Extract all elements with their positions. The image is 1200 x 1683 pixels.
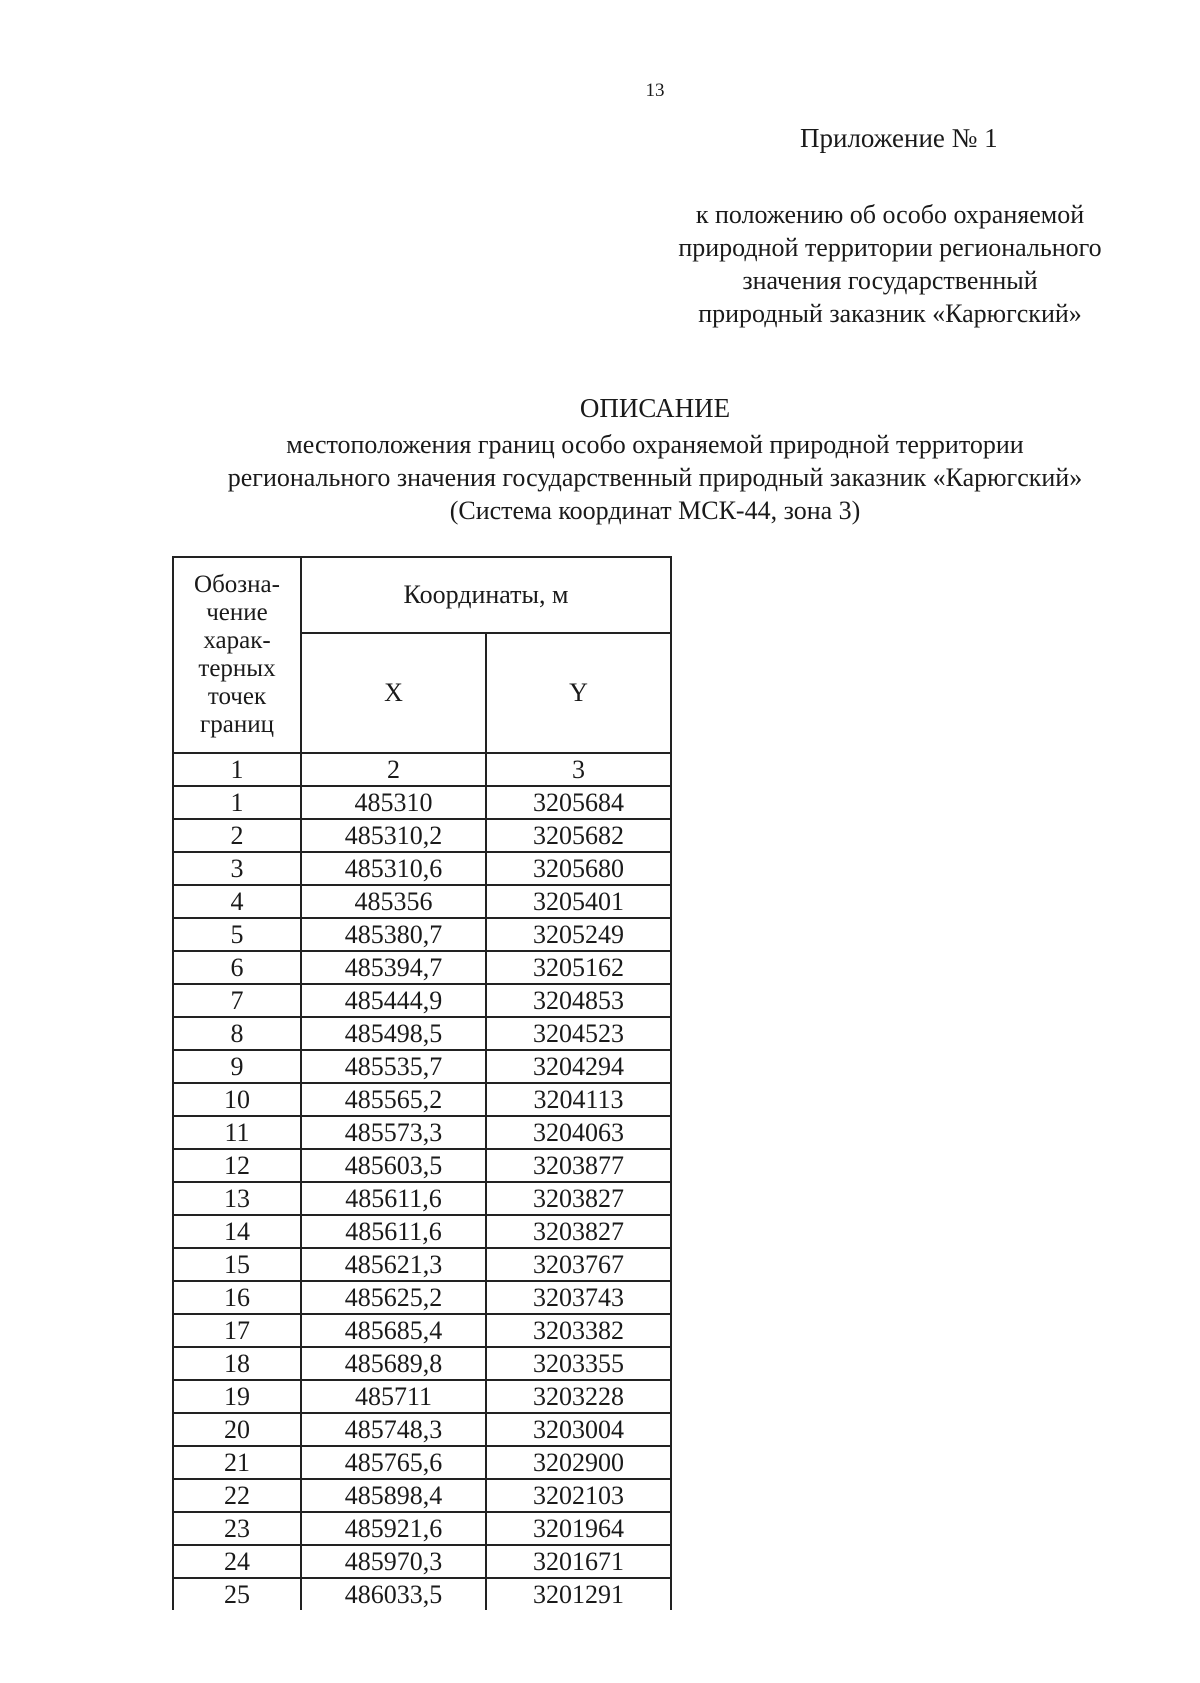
table-row <box>173 885 671 918</box>
y-coordinate-cell: 3204113 <box>486 1083 671 1116</box>
table-row <box>173 1017 671 1050</box>
document-subheading <box>0 428 1200 527</box>
point-number-cell: 5 <box>173 918 301 951</box>
x-coordinate-cell: 485310,6 <box>301 852 486 885</box>
y-coordinate-cell: 3203767 <box>486 1248 671 1281</box>
subheading-line: (Система координат МСК-44, зона 3) <box>449 496 861 525</box>
x-coordinate-cell: 485898,4 <box>301 1479 486 1512</box>
table-row <box>173 1281 671 1314</box>
point-number-cell: 10 <box>173 1083 301 1116</box>
y-coordinate-cell: 3205682 <box>486 819 671 852</box>
y-coordinate-cell: 3203877 <box>486 1149 671 1182</box>
point-number-cell: 9 <box>173 1050 301 1083</box>
x-coordinate-cell: 485498,5 <box>301 1017 486 1050</box>
point-number-cell: 13 <box>173 1182 301 1215</box>
x-coordinate-cell: 485603,5 <box>301 1149 486 1182</box>
x-coordinate-cell: 485611,6 <box>301 1215 486 1248</box>
appendix-line: значения государственный <box>742 266 1038 295</box>
x-coordinate-cell: 485535,7 <box>301 1050 486 1083</box>
y-coordinate-cell: 3203827 <box>486 1182 671 1215</box>
point-number-cell: 8 <box>173 1017 301 1050</box>
y-coordinate-cell: 3204063 <box>486 1116 671 1149</box>
coordinates-group-header: Координаты, м <box>301 557 671 633</box>
table-row <box>173 1083 671 1116</box>
point-number-cell: 7 <box>173 984 301 1017</box>
point-number-cell: 4 <box>173 885 301 918</box>
appendix-line: к положению об особо охраняемой <box>695 200 1085 229</box>
point-number-cell: 20 <box>173 1413 301 1446</box>
point-number-cell: 6 <box>173 951 301 984</box>
y-coordinate-cell: 3205249 <box>486 918 671 951</box>
y-coordinate-cell: 3204853 <box>486 984 671 1017</box>
point-number-cell: 15 <box>173 1248 301 1281</box>
point-label-header <box>173 557 301 753</box>
x-coordinate-cell: 485765,6 <box>301 1446 486 1479</box>
point-number-cell: 22 <box>173 1479 301 1512</box>
table-row <box>173 1314 671 1347</box>
subheading-line: регионального значения государственный природный заказник «Карюгский» <box>227 463 1083 492</box>
y-coordinate-cell: 3205684 <box>486 786 671 819</box>
table-row <box>173 1578 671 1610</box>
header-line: границ <box>200 711 274 738</box>
x-coordinate-cell: 485611,6 <box>301 1182 486 1215</box>
x-coordinate-cell: 485310 <box>301 786 486 819</box>
table-row <box>173 1512 671 1545</box>
table-row <box>173 1380 671 1413</box>
column-number: 1 <box>173 753 301 786</box>
table-row <box>173 1413 671 1446</box>
point-number-cell: 19 <box>173 1380 301 1413</box>
x-coordinate-cell: 485310,2 <box>301 819 486 852</box>
appendix-description <box>640 198 1140 330</box>
y-coordinate-cell: 3201671 <box>486 1545 671 1578</box>
column-number: 2 <box>301 753 486 786</box>
y-header: Y <box>486 633 671 753</box>
appendix-line: природной территории регионального <box>678 233 1102 262</box>
x-coordinate-cell: 485394,7 <box>301 951 486 984</box>
point-number-cell: 21 <box>173 1446 301 1479</box>
table-row <box>173 852 671 885</box>
appendix-label: Приложение № 1 <box>800 123 998 153</box>
x-coordinate-cell: 485444,9 <box>301 984 486 1017</box>
y-coordinate-cell: 3202103 <box>486 1479 671 1512</box>
table-row <box>173 1215 671 1248</box>
point-number-cell: 11 <box>173 1116 301 1149</box>
y-coordinate-cell: 3203355 <box>486 1347 671 1380</box>
point-number-cell: 18 <box>173 1347 301 1380</box>
x-coordinate-cell: 485621,3 <box>301 1248 486 1281</box>
point-number-cell: 1 <box>173 786 301 819</box>
table-row <box>173 984 671 1017</box>
x-coordinate-cell: 485689,8 <box>301 1347 486 1380</box>
point-number-cell: 14 <box>173 1215 301 1248</box>
point-number-cell: 3 <box>173 852 301 885</box>
y-coordinate-cell: 3205680 <box>486 852 671 885</box>
column-numbering-row <box>173 753 671 786</box>
table-row <box>173 1248 671 1281</box>
table-row <box>173 1050 671 1083</box>
point-number-cell: 25 <box>173 1578 301 1610</box>
y-coordinate-cell: 3204294 <box>486 1050 671 1083</box>
subheading-line: местоположения границ особо охраняемой природной территории <box>286 430 1024 459</box>
table-header <box>173 557 671 786</box>
x-coordinate-cell: 485921,6 <box>301 1512 486 1545</box>
y-coordinate-cell: 3203827 <box>486 1215 671 1248</box>
table-row <box>173 1182 671 1215</box>
point-number-cell: 2 <box>173 819 301 852</box>
x-coordinate-cell: 486033,5 <box>301 1578 486 1610</box>
x-coordinate-cell: 485748,3 <box>301 1413 486 1446</box>
table-body <box>173 786 671 1610</box>
y-coordinate-cell: 3205401 <box>486 885 671 918</box>
y-coordinate-cell: 3201291 <box>486 1578 671 1610</box>
point-number-cell: 23 <box>173 1512 301 1545</box>
y-coordinate-cell: 3202900 <box>486 1446 671 1479</box>
table-row <box>173 1479 671 1512</box>
header-line: харак- <box>203 627 271 654</box>
header-line: чение <box>206 599 268 626</box>
y-coordinate-cell: 3201964 <box>486 1512 671 1545</box>
coordinates-table <box>172 556 672 1610</box>
table-row <box>173 1347 671 1380</box>
x-coordinate-cell: 485573,3 <box>301 1116 486 1149</box>
table-row <box>173 1545 671 1578</box>
x-coordinate-cell: 485625,2 <box>301 1281 486 1314</box>
point-number-cell: 12 <box>173 1149 301 1182</box>
y-coordinate-cell: 3203743 <box>486 1281 671 1314</box>
table-row <box>173 819 671 852</box>
table-row <box>173 786 671 819</box>
x-header: X <box>301 633 486 753</box>
x-coordinate-cell: 485711 <box>301 1380 486 1413</box>
table-row <box>173 918 671 951</box>
header-line: точек <box>207 683 267 710</box>
x-coordinate-cell: 485565,2 <box>301 1083 486 1116</box>
y-coordinate-cell: 3205162 <box>486 951 671 984</box>
x-coordinate-cell: 485380,7 <box>301 918 486 951</box>
y-coordinate-cell: 3204523 <box>486 1017 671 1050</box>
point-number-cell: 16 <box>173 1281 301 1314</box>
point-number-cell: 17 <box>173 1314 301 1347</box>
y-coordinate-cell: 3203228 <box>486 1380 671 1413</box>
header-line: Обозна- <box>194 571 280 598</box>
x-coordinate-cell: 485356 <box>301 885 486 918</box>
page-number: 13 <box>645 80 665 101</box>
column-number: 3 <box>486 753 671 786</box>
x-coordinate-cell: 485970,3 <box>301 1545 486 1578</box>
table-row <box>173 951 671 984</box>
y-coordinate-cell: 3203382 <box>486 1314 671 1347</box>
y-coordinate-cell: 3203004 <box>486 1413 671 1446</box>
appendix-line: природный заказник «Карюгский» <box>698 299 1082 328</box>
x-coordinate-cell: 485685,4 <box>301 1314 486 1347</box>
table-row <box>173 1149 671 1182</box>
table-row <box>173 1446 671 1479</box>
point-number-cell: 24 <box>173 1545 301 1578</box>
document-heading: ОПИСАНИЕ <box>579 393 731 423</box>
header-line: терных <box>198 655 276 682</box>
table-row <box>173 1116 671 1149</box>
